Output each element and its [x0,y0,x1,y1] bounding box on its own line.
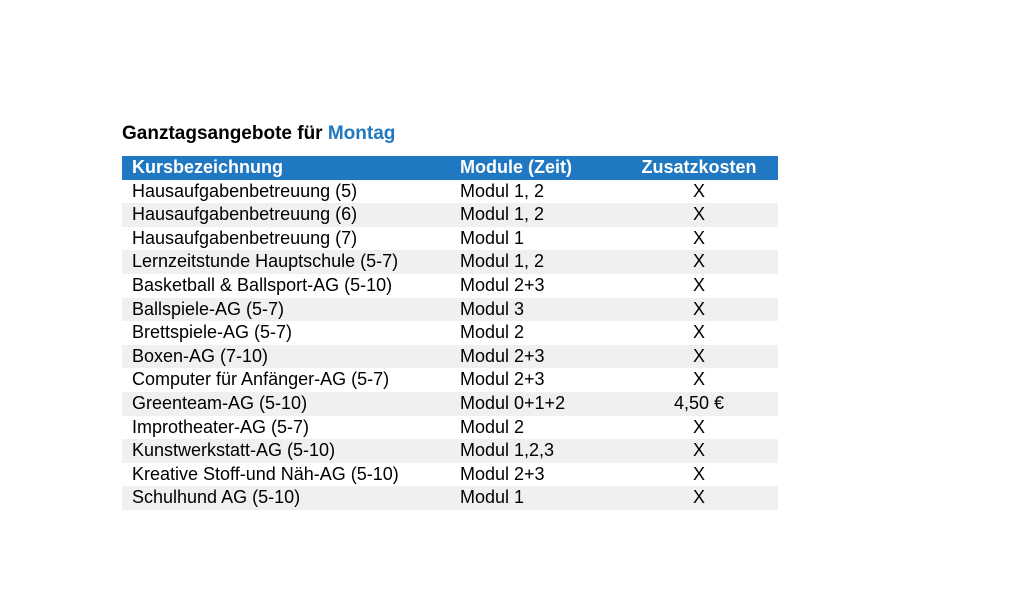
table-row [122,250,778,274]
course-module: Modul 3 [460,298,525,319]
course-module: Modul 1 [460,227,525,248]
title-day: Montag [327,123,396,144]
header-zusatzkosten: Zusatzkosten [641,157,757,177]
course-cost: X [692,369,705,390]
course-cost: X [692,274,705,295]
table-row [122,203,778,227]
course-cost: X [692,251,705,272]
course-cost: X [692,416,705,437]
course-cost: X [692,322,705,343]
course-name: Hausaufgabenbetreuung (6) [132,204,358,225]
course-cost: 4,50 € [673,392,725,413]
table-header [122,156,778,180]
course-name: Schulhund AG (5-10) [132,487,301,508]
course-cost: X [692,463,705,484]
course-cost: X [692,440,705,461]
header-row [122,156,778,180]
course-module: Modul 1, 2 [460,204,545,225]
table-row [122,486,778,510]
course-name: Boxen-AG (7-10) [132,345,269,366]
table-row [122,392,778,416]
table-row [122,298,778,322]
table-row [122,180,778,204]
course-module: Modul 1,2,3 [460,440,555,461]
course-cost: X [692,298,705,319]
course-name: Kunstwerkstatt-AG (5-10) [132,440,336,461]
course-module: Modul 2 [460,416,525,437]
course-name: Hausaufgabenbetreuung (5) [132,180,358,201]
title-prefix: Ganztagsangebote für [122,123,328,144]
header-kursbezeichnung: Kursbezeichnung [132,157,284,177]
course-name: Computer für Anfänger-AG (5-7) [132,369,390,390]
course-name: Improtheater-AG (5-7) [132,416,310,437]
course-table [122,156,778,510]
course-module: Modul 1 [460,487,525,508]
page-title [122,122,395,146]
table-row [122,416,778,440]
table-row [122,274,778,298]
course-module: Modul 1, 2 [460,251,545,272]
course-module: Modul 0+1+2 [460,392,566,413]
course-module: Modul 2+3 [460,345,545,366]
table-row [122,439,778,463]
course-name: Kreative Stoff-und Näh-AG (5-10) [132,463,399,484]
table-row [122,321,778,345]
course-cost: X [692,227,705,248]
course-name: Greenteam-AG (5-10) [132,392,308,413]
course-name: Hausaufgabenbetreuung (7) [132,227,358,248]
course-cost: X [692,180,705,201]
table-row [122,345,778,369]
course-module: Modul 2+3 [460,369,545,390]
course-module: Modul 2+3 [460,463,545,484]
course-module: Modul 2+3 [460,274,545,295]
course-name: Brettspiele-AG (5-7) [132,322,293,343]
course-name: Lernzeitstunde Hauptschule (5-7) [132,251,399,272]
table-row [122,463,778,487]
course-cost: X [692,487,705,508]
table-body [122,180,778,510]
course-name: Basketball & Ballsport-AG (5-10) [132,274,393,295]
course-module: Modul 2 [460,322,525,343]
table-row [122,227,778,251]
course-module: Modul 1, 2 [460,180,545,201]
header-module: Module (Zeit) [460,157,572,177]
course-cost: X [692,204,705,225]
course-cost: X [692,345,705,366]
course-name: Ballspiele-AG (5-7) [132,298,285,319]
table-row [122,368,778,392]
